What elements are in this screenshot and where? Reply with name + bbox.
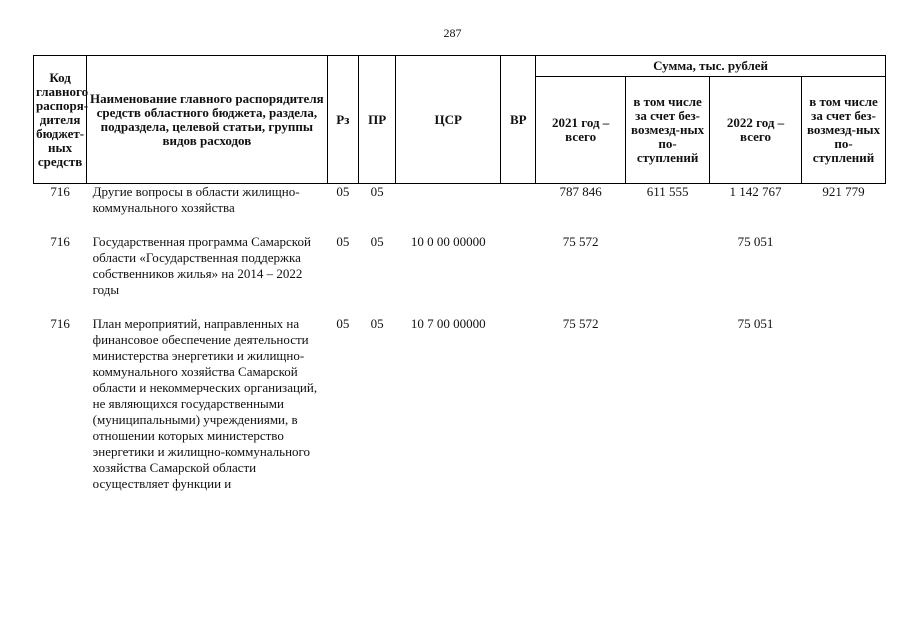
cell-code: 716: [50, 184, 70, 199]
cell-2022-total: 1 142 767: [729, 184, 782, 199]
cell-rz: 05: [336, 234, 350, 249]
cell-csr: [396, 184, 501, 217]
header-vr: ВР: [501, 56, 536, 184]
cell-name: План мероприятий, направленных на финансовое обеспечение деятельности министерства энергетики и жилищно-коммунального хозяйства Самарской области и некоммерческих организаций, не являющихся государственными (муниципальными) учреждениями, в отношении которых министерство энергетики и жилищно-коммунального хозяйства Самарской области осуществляет функции и: [92, 316, 318, 491]
header-2021-total: 2021 год – всего: [536, 77, 626, 184]
cell-vr: [501, 234, 536, 298]
header-name: Наименование главного распорядителя средств областного бюджета, раздела, подраздела, целевой статьи, группы видов расходов: [87, 56, 327, 184]
cell-2022-free: [802, 316, 886, 492]
cell-pr: 05: [370, 234, 384, 249]
table-row: [34, 316, 886, 492]
header-pr: ПР: [359, 56, 396, 184]
header-2021-free: в том числе за счет без-возмезд-ных по-ступлений: [626, 77, 710, 184]
cell-2021-free: [626, 316, 710, 492]
cell-pr: 05: [370, 184, 384, 199]
table-row: [34, 184, 886, 217]
header-sum-group: Сумма, тыс. рублей: [536, 56, 886, 77]
cell-2022-total: 75 051: [737, 316, 774, 331]
cell-2021-free: [626, 234, 710, 298]
cell-name: Другие вопросы в области жилищно-коммунального хозяйства: [92, 184, 300, 215]
cell-csr: 10 0 00 00000: [410, 234, 486, 249]
cell-rz: 05: [336, 184, 350, 199]
row-spacer: [34, 298, 886, 316]
cell-name: Государственная программа Самарской области «Государственная поддержка собственников жилья» на 2014 – 2022 годы: [92, 234, 311, 297]
table-header: [34, 56, 886, 184]
cell-2021-total: 75 572: [562, 234, 599, 249]
page-number: 287: [443, 26, 462, 40]
cell-2022-free: [802, 234, 886, 298]
cell-2021-free: 611 555: [646, 184, 689, 199]
cell-code: 716: [50, 234, 70, 249]
cell-2022-free: 921 779: [822, 184, 865, 199]
header-csr: ЦСР: [396, 56, 501, 184]
budget-table: [33, 55, 886, 492]
cell-vr: [501, 316, 536, 492]
header-code: Код главного распоря-дителя бюджет-ных средств: [34, 56, 87, 184]
cell-csr: 10 7 00 00000: [410, 316, 486, 331]
cell-2022-total: 75 051: [737, 234, 774, 249]
header-2022-total: 2022 год – всего: [710, 77, 802, 184]
cell-vr: [501, 184, 536, 217]
table-row: [34, 234, 886, 298]
cell-2021-total: 75 572: [562, 316, 599, 331]
cell-rz: 05: [336, 316, 350, 331]
header-rz: Рз: [327, 56, 359, 184]
table-body: [34, 184, 886, 493]
row-spacer: [34, 216, 886, 234]
cell-code: 716: [50, 316, 70, 331]
header-2022-free: в том числе за счет без-возмезд-ных по-ступлений: [802, 77, 886, 184]
cell-2021-total: 787 846: [559, 184, 602, 199]
cell-pr: 05: [370, 316, 384, 331]
